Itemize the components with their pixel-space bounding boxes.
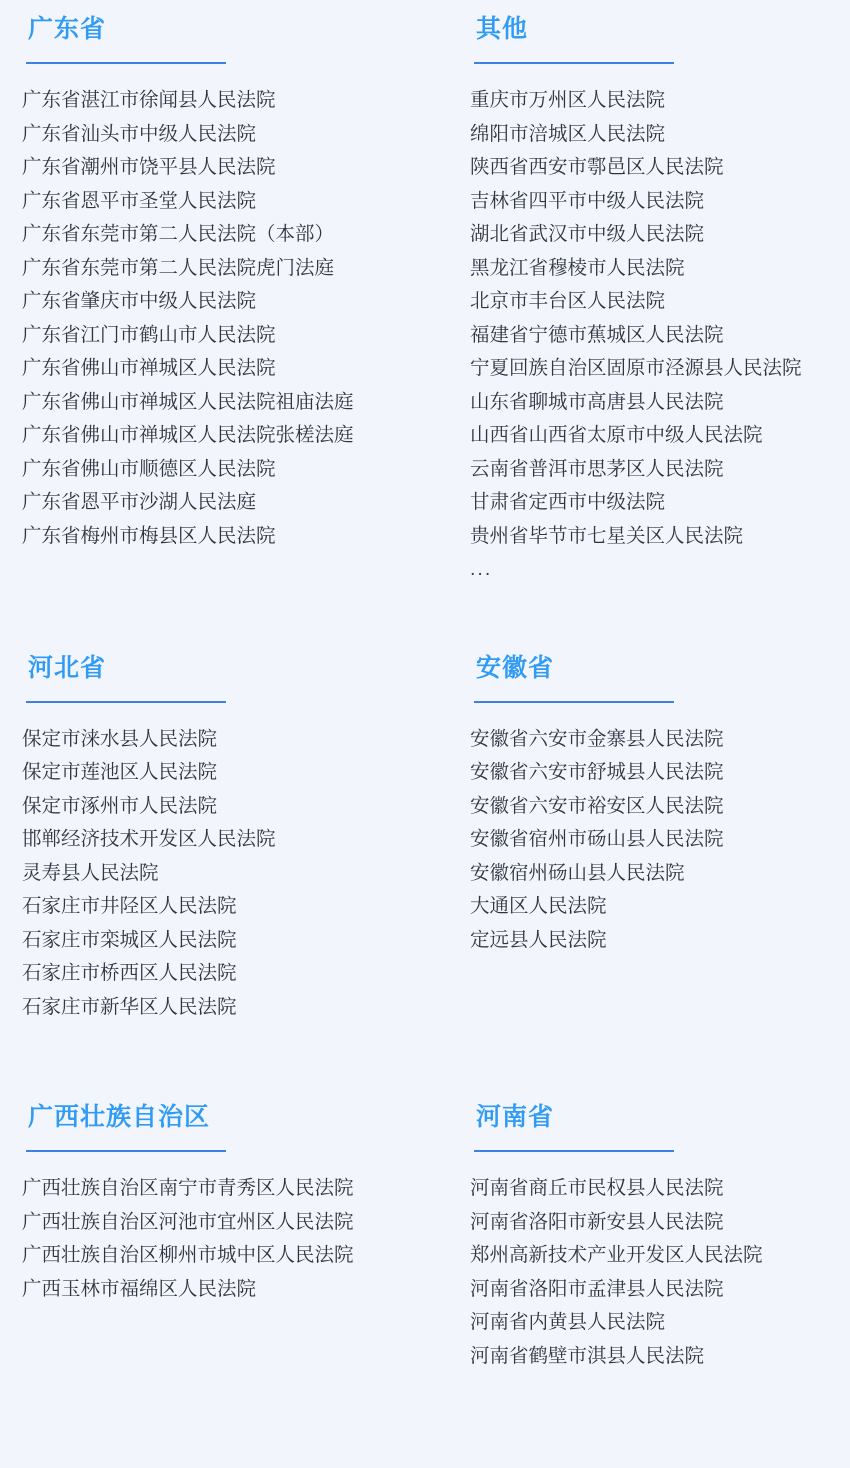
list-item: 湖北省武汉市中级人民法院 — [470, 223, 705, 245]
section-henan — [448, 1102, 832, 1373]
list-item: 广东省肇庆市中级人民法院 — [22, 290, 257, 312]
list-item: 陕西省西安市鄠邑区人民法院 — [470, 156, 724, 178]
list-item: 石家庄市新华区人民法院 — [22, 995, 237, 1018]
title-underline — [474, 1150, 674, 1152]
title-underline — [26, 1150, 226, 1152]
list-item: 广西壮族自治区南宁市青秀区人民法院 — [22, 1177, 354, 1199]
section-hebei — [18, 653, 448, 1025]
list-item: 广西壮族自治区河池市宜州区人民法院 — [22, 1210, 354, 1233]
list-item: 广东省东莞市第二人民法院虎门法庭 — [22, 256, 335, 279]
court-list — [470, 84, 832, 587]
title-underline — [26, 62, 226, 64]
list-item: 大通区人民法院 — [470, 895, 607, 917]
section-row-3 — [18, 1102, 832, 1373]
list-item: 安徽省六安市裕安区人民法院 — [470, 794, 724, 817]
list-item: 广东省佛山市顺德区人民法院 — [22, 457, 276, 480]
list-item: 保定市涞水县人民法院 — [22, 727, 218, 750]
list-item: 广东省佛山市禅城区人民法院 — [22, 357, 276, 379]
row-spacer — [18, 587, 832, 653]
section-title: 河北省 — [28, 653, 107, 682]
list-item: 绵阳市涪城区人民法院 — [470, 122, 666, 145]
list-item: 云南省普洱市思茅区人民法院 — [470, 457, 724, 480]
list-item: 广东省江门市鹤山市人民法院 — [22, 323, 276, 346]
section-title: 广西壮族自治区 — [28, 1103, 211, 1131]
list-item: 河南省内黄县人民法院 — [470, 1311, 666, 1333]
list-item: 贵州省毕节市七星关区人民法院 — [470, 524, 744, 547]
list-item-ellipsis: ... — [470, 558, 493, 580]
list-item: 黑龙江省穆棱市人民法院 — [470, 256, 685, 279]
list-item: 广东省佛山市禅城区人民法院张槎法庭 — [22, 424, 354, 446]
section-other — [448, 14, 832, 587]
list-item: 安徽宿州砀山县人民法院 — [470, 861, 685, 884]
section-guangdong — [18, 14, 448, 587]
section-anhui — [448, 653, 832, 1025]
row-spacer — [18, 1024, 832, 1102]
list-item: 甘肃省定西市中级法院 — [470, 491, 666, 513]
list-item: 广东省汕头市中级人民法院 — [22, 122, 257, 145]
section-title: 安徽省 — [476, 653, 555, 682]
list-item: 广东省佛山市禅城区人民法院祖庙法庭 — [22, 390, 354, 413]
list-item: 山东省聊城市高唐县人民法院 — [470, 390, 724, 413]
section-title: 其他 — [476, 15, 529, 43]
list-item: 吉林省四平市中级人民法院 — [470, 189, 705, 212]
list-item: 郑州高新技术产业开发区人民法院 — [470, 1244, 763, 1266]
court-list — [470, 723, 832, 958]
list-item: 河南省洛阳市新安县人民法院 — [470, 1210, 724, 1233]
court-list — [22, 723, 448, 1025]
title-underline — [474, 701, 674, 703]
list-item: 石家庄市桥西区人民法院 — [22, 962, 237, 984]
list-item: 广东省梅州市梅县区人民法院 — [22, 524, 276, 547]
list-item: 河南省鹤壁市淇县人民法院 — [470, 1344, 705, 1367]
list-item: 安徽省六安市金寨县人民法院 — [470, 727, 724, 750]
section-guangxi — [18, 1102, 448, 1373]
list-item: 广东省东莞市第二人民法院（本部） — [22, 223, 335, 245]
list-item: 广东省恩平市圣堂人民法院 — [22, 189, 257, 212]
list-item: 安徽省六安市舒城县人民法院 — [470, 761, 724, 783]
court-list — [22, 1172, 448, 1306]
list-item: 石家庄市栾城区人民法院 — [22, 928, 237, 951]
list-item: 宁夏回族自治区固原市泾源县人民法院 — [470, 357, 802, 379]
title-underline — [474, 62, 674, 64]
list-item: 定远县人民法院 — [470, 928, 607, 951]
list-item: 河南省洛阳市孟津县人民法院 — [470, 1277, 724, 1300]
list-item: 广东省潮州市饶平县人民法院 — [22, 156, 276, 178]
list-item: 北京市丰台区人民法院 — [470, 290, 666, 312]
section-row-1 — [18, 14, 832, 587]
list-item: 广西玉林市福绵区人民法院 — [22, 1277, 257, 1300]
list-item: 石家庄市井陉区人民法院 — [22, 895, 237, 917]
list-item: 河南省商丘市民权县人民法院 — [470, 1177, 724, 1199]
list-item: 灵寿县人民法院 — [22, 861, 159, 884]
list-item: 保定市涿州市人民法院 — [22, 794, 218, 817]
list-item: 重庆市万州区人民法院 — [470, 89, 666, 111]
title-underline — [26, 701, 226, 703]
list-item: 广东省湛江市徐闻县人民法院 — [22, 89, 276, 111]
court-list — [22, 84, 448, 553]
list-item: 广西壮族自治区柳州市城中区人民法院 — [22, 1244, 354, 1266]
section-title: 河南省 — [476, 1103, 555, 1131]
list-item: 山西省山西省太原市中级人民法院 — [470, 424, 763, 446]
list-item: 广东省恩平市沙湖人民法庭 — [22, 491, 257, 513]
list-item: 福建省宁德市蕉城区人民法院 — [470, 323, 724, 346]
list-item: 保定市莲池区人民法院 — [22, 761, 218, 783]
section-title: 广东省 — [28, 15, 107, 43]
section-row-2 — [18, 653, 832, 1025]
court-list — [470, 1172, 832, 1373]
list-item: 邯郸经济技术开发区人民法院 — [22, 828, 276, 850]
list-item: 安徽省宿州市砀山县人民法院 — [470, 828, 724, 850]
